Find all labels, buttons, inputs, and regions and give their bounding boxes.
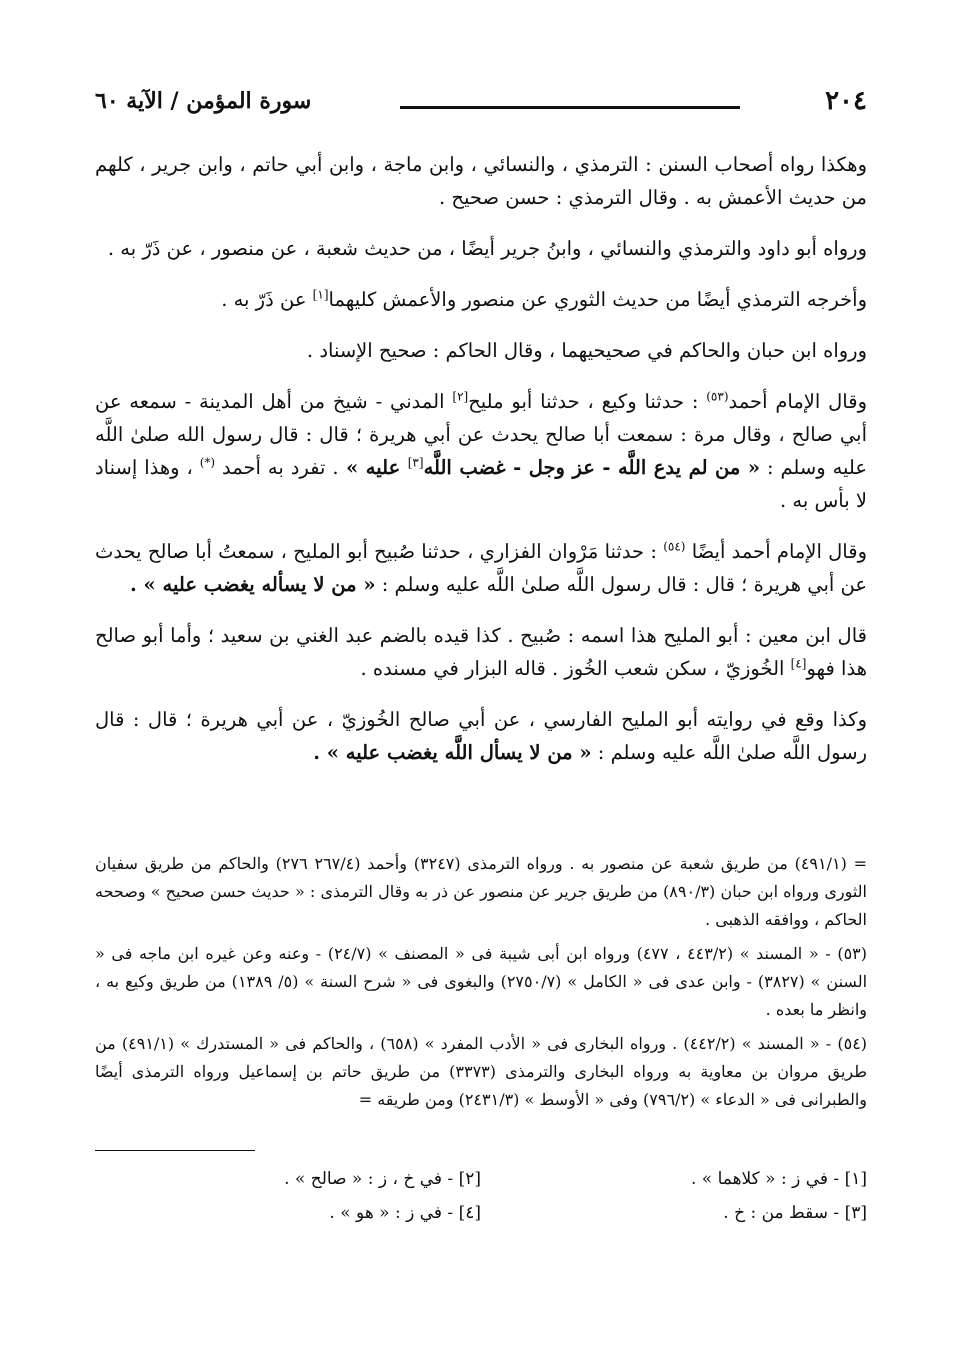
paragraph-1: وهكذا رواه أصحاب السنن : الترمذي ، والنسائي ، وابن ماجة ، وابن أبي حاتم ، وابن جرير ، كلهم من حديث الأعمش به . وقال الترمذي : حسن صحيح . bbox=[95, 153, 867, 209]
paragraph-6-a: وقال الإمام أحمد أيضًا bbox=[685, 540, 867, 563]
paragraph-5-a: وقال الإمام أحمد bbox=[728, 390, 867, 413]
paragraph-8-a: وكذا وقع في روايته أبو المليح الفارسي ، عن أبي صالح الخُوزيّ ، عن أبي هريرة ؛ قال : قال رسول اللَّه صلىٰ اللَّه عليه وسلم : bbox=[95, 708, 867, 764]
paragraph-4: ورواه ابن حبان والحاكم في صحيحيهما ، وقال الحاكم : صحيح الإسناد . bbox=[306, 339, 867, 362]
paragraph-5 bbox=[95, 385, 867, 517]
header-rule bbox=[400, 106, 740, 109]
variant-note-3: [٣] - سقط من : خ . bbox=[723, 1203, 867, 1223]
hadith-text-2: « من لا يسأله يغضب عليه » . bbox=[129, 573, 376, 596]
running-head: سورة المؤمن / الآية ٦٠ bbox=[95, 88, 312, 114]
variant-ref-1: [١] bbox=[312, 287, 329, 302]
paragraph-7-a: قال ابن معين : أبو المليح هذا اسمه : صُبيح . كذا قيده بالضم عبد الغني بن سعيد ؛ وأما أبو صالح هذا فهو bbox=[95, 624, 867, 680]
hadith-text-3: « من لا يسأل اللَّه يغضب عليه » . bbox=[313, 741, 592, 764]
paragraph-2: ورواه أبو داود والترمذي والنسائي ، وابنُ جرير أيضًا ، من حديث شعبة ، عن منصور ، عن ذَرّ به . bbox=[107, 237, 867, 260]
paragraph-7 bbox=[95, 619, 867, 685]
paragraph-6 bbox=[95, 535, 867, 601]
footnote-54: (٥٤) - « المسند » (٤٤٢/٢) . ورواه البخارى فى « الأدب المفرد » (٦٥٨) ، والحاكم فى « المستدرك » (٤٩١/١) من طريق مروان بن معاوية به ورواه البخارى والترمذى (٣٣٧٣) من طريق حاتم بن إسماعيل ورواه الترمذى أيضًا والطبرانى فى « الدعاء » (٧٩٦/٢) وفى « الأوسط » (٢٤٣١/٣) ومن طريقه = bbox=[95, 1034, 868, 1109]
variant-note-2: [٢] - في خ ، ز : « صالح » . bbox=[284, 1169, 481, 1189]
footnote-53: (٥٣) - « المسند » (٤٤٣/٢ ، ٤٧٧) ورواه ابن أبى شيبة فى « المصنف » (٢٤/٧) - وعنه وعن غيره ابن ماجه فى « السنن » (٣٨٢٧) - وابن عدى فى « الكامل » (٢٧٥٠/٧) والبغوى فى « شرح السنة » (٥/ ١٣٨٩) من طريق وكيع به ، وانظر ما بعده . bbox=[95, 944, 868, 1019]
paragraph-5-b: : حدثنا وكيع ، حدثنا أبو مليح bbox=[468, 390, 707, 413]
footnotes bbox=[95, 850, 867, 1120]
paragraph-5-d: . تفرد به أحمد bbox=[215, 456, 339, 479]
main-text bbox=[95, 148, 867, 787]
paragraph-8 bbox=[95, 703, 867, 769]
page-header bbox=[95, 84, 867, 124]
paragraph-3-text: وأخرجه الترمذي أيضًا من حديث الثوري عن منصور والأعمش كليهما bbox=[328, 288, 867, 311]
page-number: ٢٠٤ bbox=[825, 86, 867, 116]
footnote-continued: = (٤٩١/١) من طريق شعبة عن منصور به . ورواه الترمذى (٣٢٤٧) وأحمد (٢٦٧/٤ ٢٧٦) والحاكم من طريق سفيان الثورى ورواه ابن حبان (٨٩٠/٣) من طريق جرير عن منصور عن ذر به وقال الترمذى : « حديث حسن صحيح » وصححه الحاكم ، ووافقه الذهبى . bbox=[95, 854, 867, 929]
variant-ref-2: [٢] bbox=[452, 389, 469, 404]
paragraph-5-c: المدني - شيخ من أهل المدينة - سمعه عن أبي صالح ، وقال مرة : سمعت أبا صالح يحدث عن أبي هريرة ؛ قال : قال رسول الله صلىٰ اللَّه عليه وسلم : bbox=[95, 390, 867, 479]
variant-note-1: [١] - في ز : « كلاهما » . bbox=[690, 1169, 867, 1189]
footnote-ref-54: (٥٤) bbox=[663, 539, 686, 554]
paragraph-5-e: ، وهذا إسناد لا بأس به . bbox=[95, 456, 867, 512]
paragraph-3-end: عن ذَرّ به . bbox=[221, 288, 313, 311]
hadith-text-1: « من لم يدع اللَّه - عز وجل - غضب اللَّه bbox=[423, 456, 761, 479]
variant-note-4: [٤] - في ز : « هو » . bbox=[329, 1203, 481, 1223]
paragraph-6-b: : حدثنا مَرْوان الفزاري ، حدثنا صُبيح أبو المليح ، سمعتُ أبا صالح يحدث عن أبي هريرة ؛ قال : قال رسول اللَّه صلىٰ اللَّه عليه وسلم : bbox=[95, 540, 867, 596]
paragraph-7-b: الخُوزيّ ، سكن شعب الخُوز . قاله البزار في مسنده . bbox=[360, 657, 791, 680]
variant-ref-3: [٣] bbox=[407, 455, 424, 470]
paragraph-3 bbox=[95, 283, 867, 316]
variants-rule bbox=[95, 1150, 255, 1151]
variant-ref-4: [٤] bbox=[790, 656, 807, 671]
footnote-ref-53: (٥٣) bbox=[706, 389, 729, 404]
star-ref: (*) bbox=[199, 455, 216, 470]
hadith-text-1-end: عليه » bbox=[338, 456, 408, 479]
